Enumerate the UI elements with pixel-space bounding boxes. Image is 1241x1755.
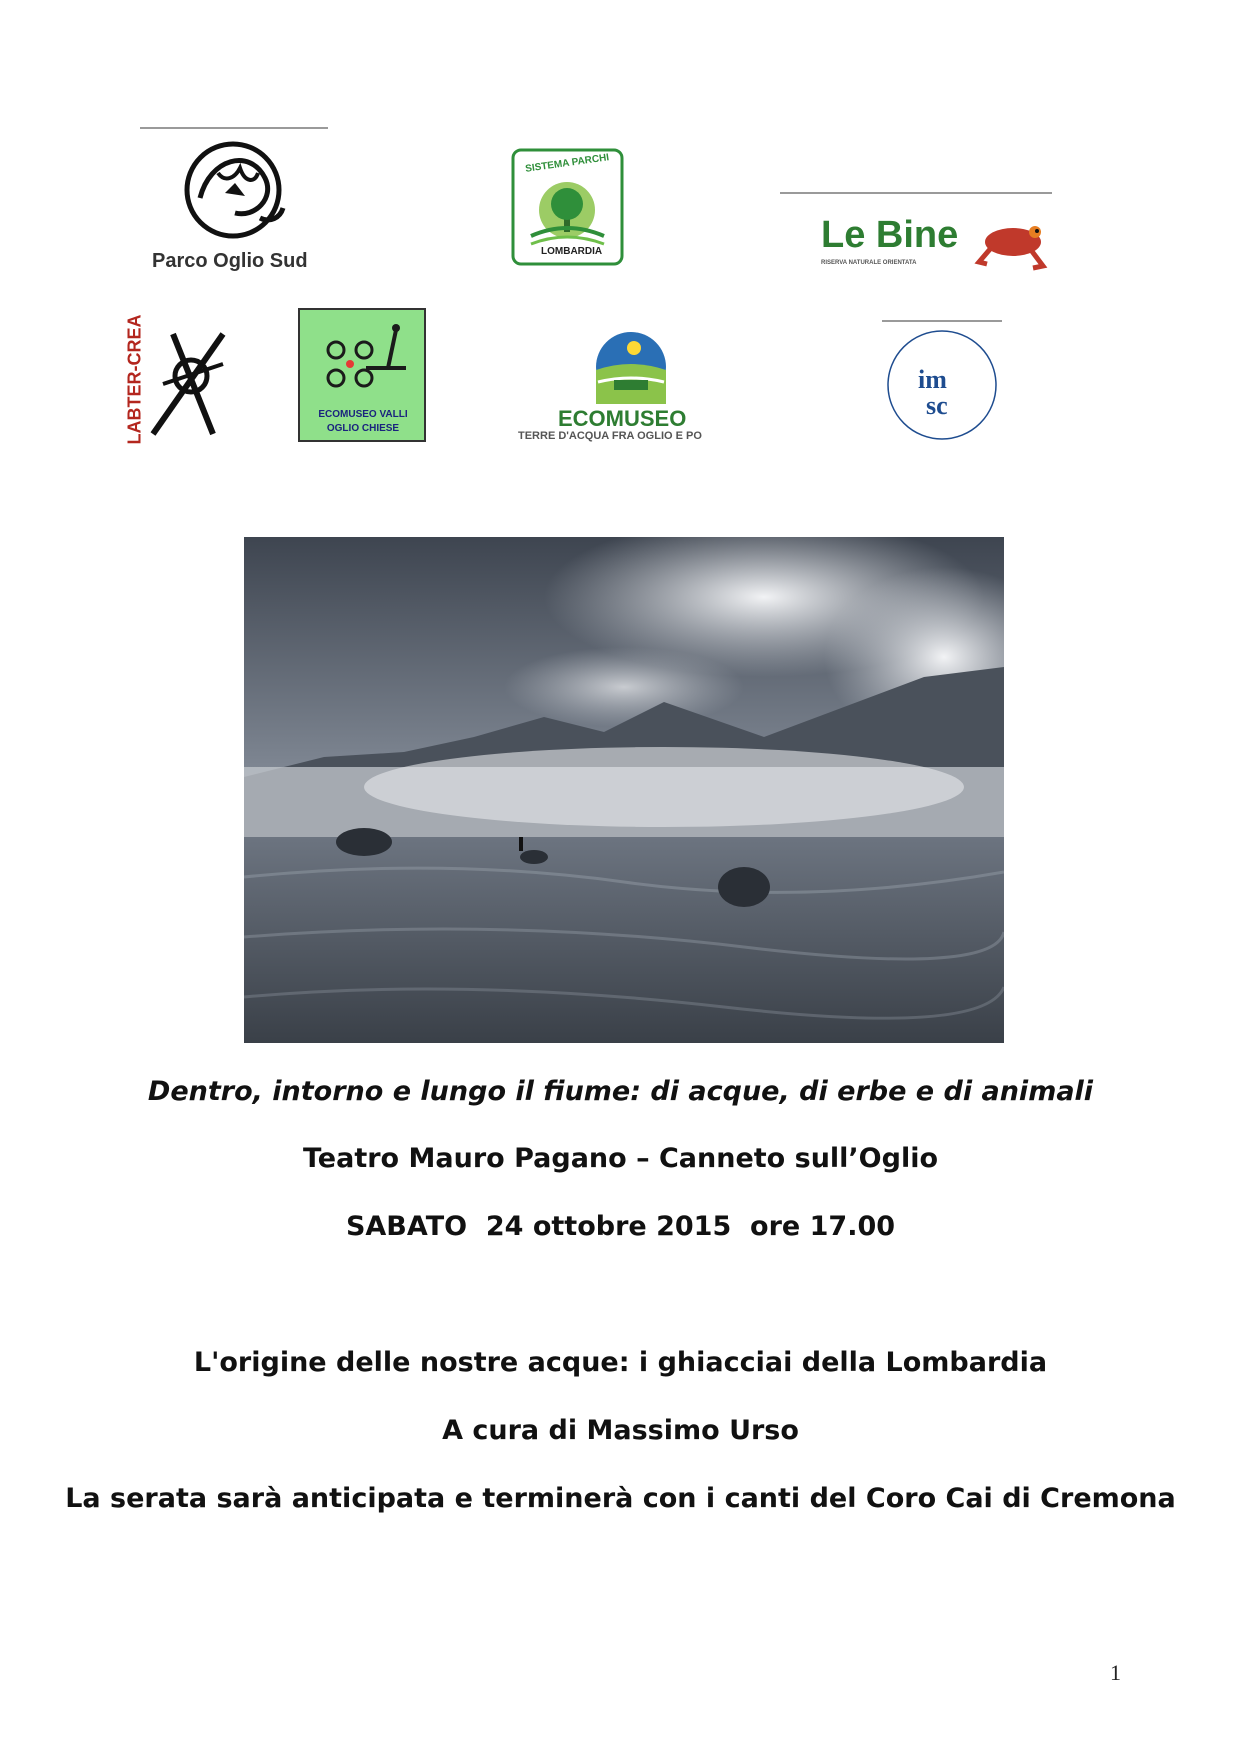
- ecomuseo-valli-emblem-icon: [316, 320, 412, 406]
- sistema-parchi-logo: [511, 148, 624, 266]
- ecomuseo-sub-label: TERRE D'ACQUA FRA OGLIO E PO: [518, 430, 702, 442]
- page-number: 1: [1110, 1660, 1121, 1685]
- ecomuseo-label: ECOMUSEO: [558, 406, 687, 431]
- logo-divider-right: [780, 192, 1052, 194]
- ecomuseo-landscape-icon: [594, 330, 668, 404]
- event-date: SABATO 24 ottobre 2015 ore 17.00: [345, 1211, 896, 1242]
- istituto-seal-icon: [880, 326, 1004, 444]
- ecomuseo-valli-label: ECOMUSEO VALLI OGLIO CHIESE: [318, 409, 408, 434]
- le-bine-label: Le Bine: [821, 214, 959, 256]
- compass-tools-icon: [143, 324, 235, 442]
- labter-crea-label: LABTER-CREA: [124, 314, 145, 445]
- parco-oglio-sud-logo: [140, 138, 330, 278]
- istituto-mantovano-logo: [880, 326, 1004, 444]
- parco-oglio-sud-label: Parco Oglio Sud: [152, 250, 308, 272]
- svg-text:im: im: [918, 365, 947, 394]
- sistema-parchi-bottom-label: LOMBARDIA: [541, 246, 603, 257]
- glacier-landscape-image: [244, 537, 1004, 1043]
- labter-crea-logo: [115, 314, 235, 445]
- event-subtitle: Dentro, intorno e lungo il fiume: di acque, di erbe e di animali: [147, 1076, 1094, 1107]
- ecomuseo-logo: [516, 326, 746, 444]
- event-venue: Teatro Mauro Pagano – Canneto sull’Oglio: [302, 1143, 939, 1174]
- glacier-photo: [244, 537, 1004, 1043]
- le-bine-logo: [815, 200, 1055, 280]
- talk-curator: A cura di Massimo Urso: [442, 1415, 799, 1446]
- logo-divider-istituto: [882, 320, 1002, 322]
- logo-divider-left: [140, 127, 328, 129]
- frog-icon: [973, 212, 1053, 276]
- svg-text:sc: sc: [926, 391, 948, 420]
- talk-title: L'origine delle nostre acque: i ghiacciai della Lombardia: [193, 1347, 1048, 1378]
- ecomuseo-valli-logo: [298, 308, 426, 442]
- parco-oglio-sud-emblem-icon: [140, 138, 330, 248]
- sistema-parchi-top-label: SISTEMA PARCHI: [524, 152, 610, 175]
- event-note: La serata sarà anticipata e terminerà con i canti del Coro Cai di Cremona: [65, 1483, 1176, 1514]
- le-bine-sub-label: RISERVA NATURALE ORIENTATA: [821, 260, 917, 266]
